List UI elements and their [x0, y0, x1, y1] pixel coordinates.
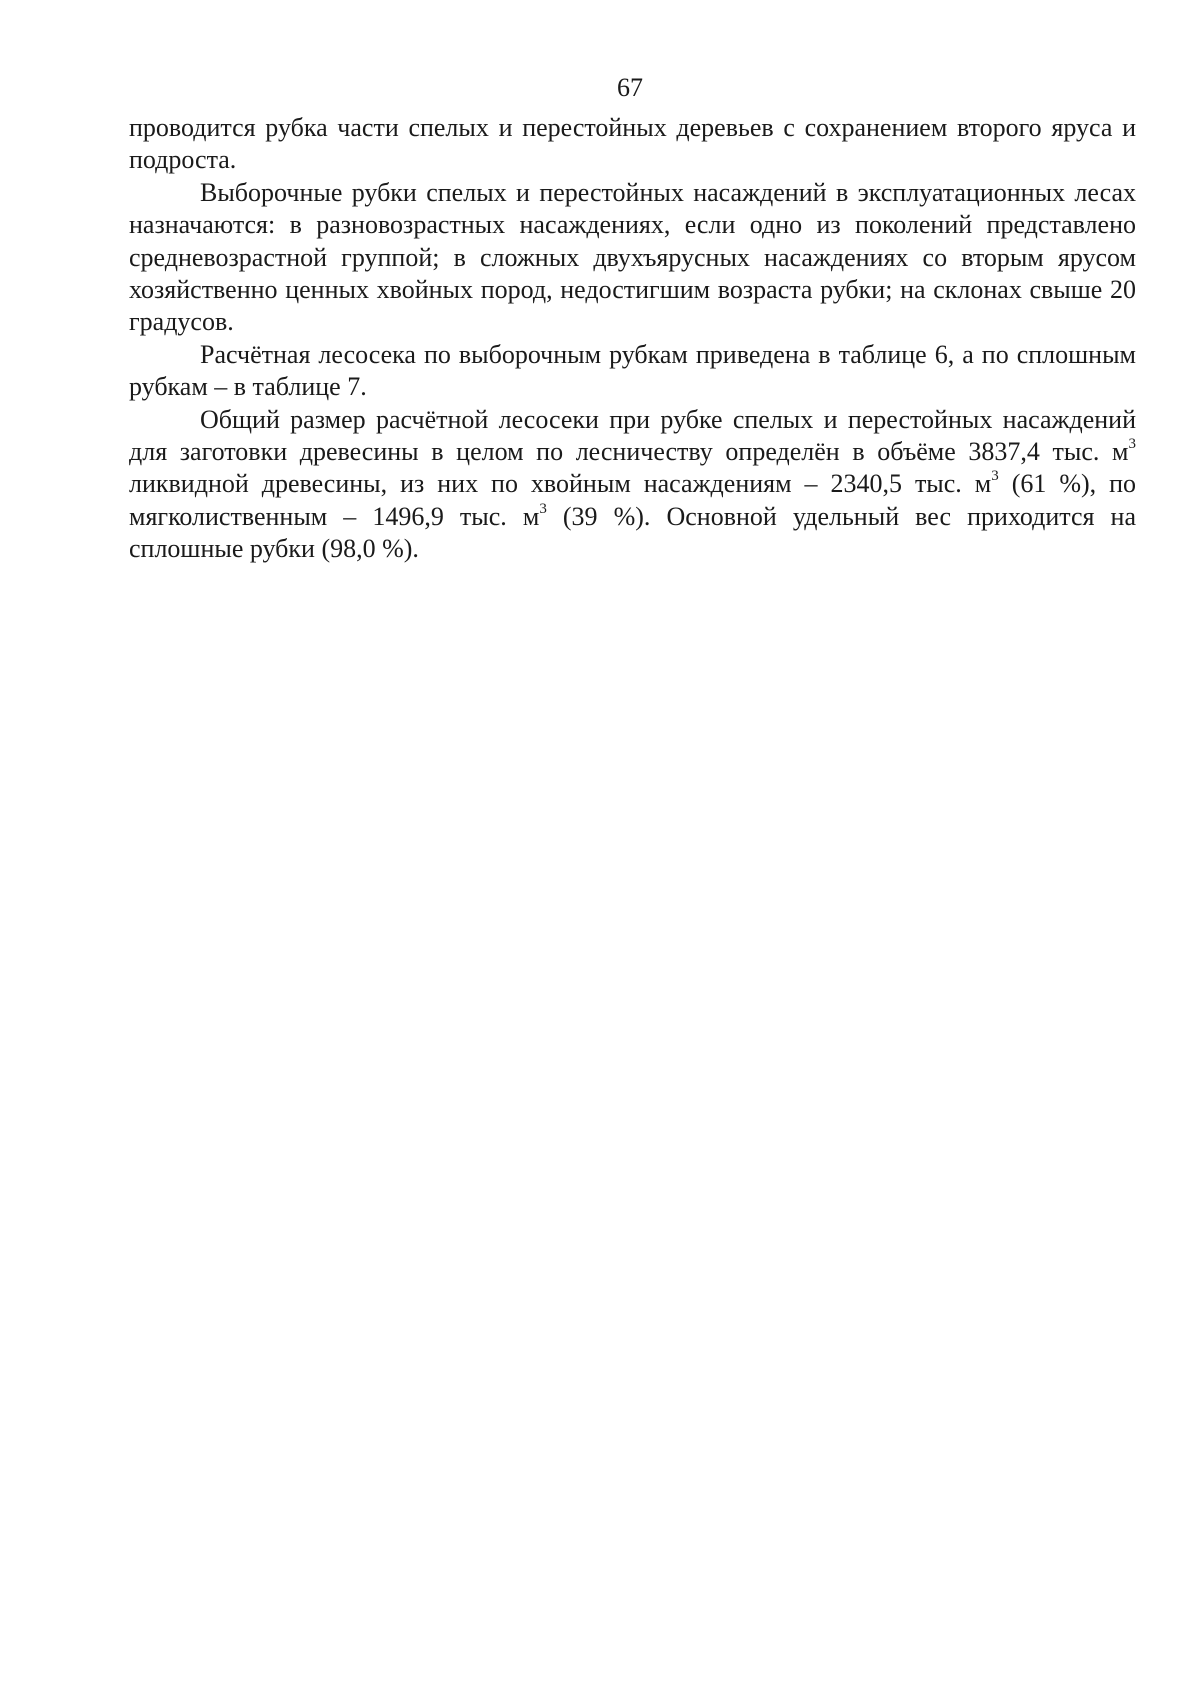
page-number: 67 — [617, 73, 643, 102]
paragraph-total-allowable-cut — [129, 404, 1136, 566]
paragraph-selective-felling: Выборочные рубки спелых и перестойных насаждений в эксплуатационных лесах назначаются: в разновозрастных насаждениях, если одно из поколений представлено средневозрастной группой; в сложных двухъярусных насаждениях со вторым ярусом хозяйственно ценных хвойных пород, недостигшим возраста рубки; на склонах свыше 20 градусов. — [129, 177, 1136, 337]
paragraph-allowable-cut-tables: Расчётная лесосека по выборочным рубкам приведена в таблице 6, а по сплошным рубкам – в таблице 7. — [129, 339, 1136, 402]
document-body — [129, 112, 1136, 566]
text-segment: ликвидной древесины, из них по хвойным насаждениям – 2340,5 тыс. м — [129, 469, 992, 499]
text-segment: Общий размер расчётной лесосеки при рубке спелых и перестойных насаждений для заготовки древесины в целом по лесничеству определён в объёме 3837,4 тыс. м — [129, 404, 1136, 467]
text-segment: (61 %), по мягколиственным – 1496,9 тыс. м — [129, 469, 1137, 531]
paragraph-continuation: проводится рубка части спелых и перестойных деревьев с сохранением второго яруса и подроста. — [129, 113, 1136, 175]
cubic-superscript: 3 — [1128, 436, 1136, 453]
text-segment: (39 %). Основной удельный вес приходится на сплошные рубки (98,0 %). — [129, 501, 1136, 564]
cubic-superscript: 3 — [991, 468, 999, 485]
cubic-superscript: 3 — [539, 500, 547, 517]
